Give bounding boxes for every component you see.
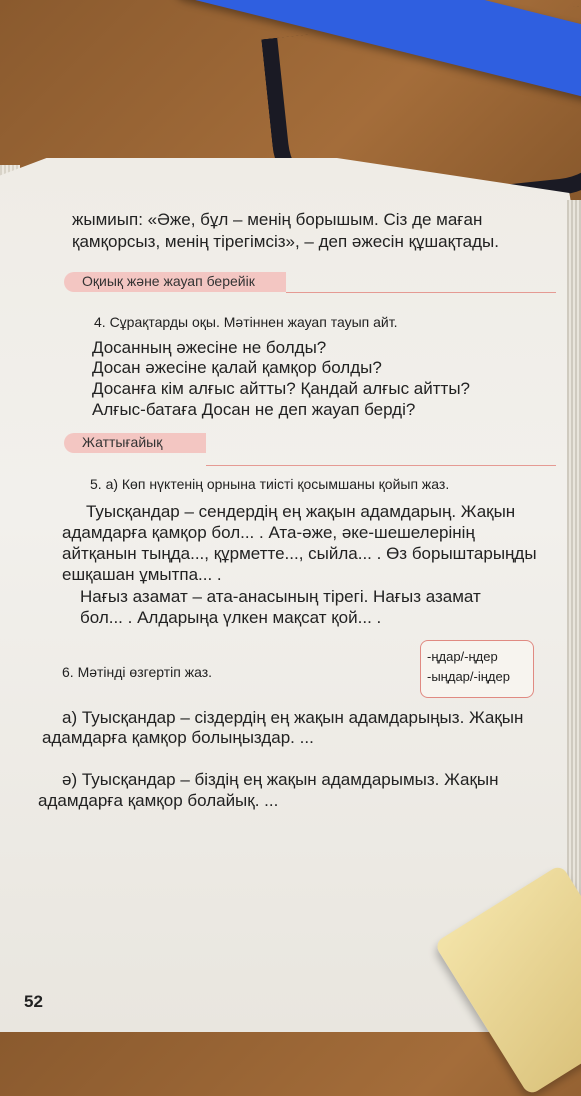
- section-rule: [286, 292, 556, 293]
- task-5: 5. а) Көп нүктенің орнына тиісті қосымшаны қойып жаз.: [90, 476, 450, 492]
- text6a-line: а) Туысқандар – сіздердің ең жақын адамдарыңыз. Жақын: [62, 708, 524, 727]
- section-title: Жаттығайық: [82, 434, 163, 450]
- text5-line: ешқашан ұмытпа... .: [62, 565, 222, 584]
- top-line-2: қамқорсыз, менің тірегімсіз», – деп әжесін құшақтады.: [72, 232, 499, 251]
- task-4: 4. Сұрақтарды оқы. Мәтіннен жауап тауып айт.: [94, 314, 398, 330]
- text6b-line: ә) Туысқандар – біздің ең жақын адамдарымыз. Жақын: [62, 770, 499, 789]
- text5-line: Туысқандар – сендердің ең жақын адамдарың. Жақын: [86, 502, 516, 521]
- section-rule: [206, 465, 556, 466]
- question-1: Досанның әжесіне не болды?: [92, 338, 327, 357]
- text5-line: Нағыз азамат – ата-анасының тірегі. Нағыз азамат: [80, 587, 481, 606]
- section-title: Оқиық және жауап берейік: [82, 273, 255, 289]
- text6a-line: адамдарға қамқор болыңыздар. ...: [42, 728, 314, 747]
- text6b-line: адамдарға қамқор болайық. ...: [38, 791, 279, 810]
- text5-line: айтқанын тыңда..., құрметте..., сыйла... . Өз борыштарыңды: [62, 544, 537, 563]
- question-3: Досанға кім алғыс айтты? Қандай алғыс айтты?: [92, 379, 470, 398]
- task-6: 6. Мәтінді өзгертіп жаз.: [62, 664, 213, 680]
- suffix-2: -ыңдар/-іңдер: [427, 669, 510, 684]
- question-4: Алғыс-батаға Досан не деп жауап берді?: [92, 400, 416, 419]
- suffix-box: [420, 640, 534, 698]
- top-line-1: жымиып: «Әже, бұл – менің борышым. Сіз де маған: [72, 210, 483, 229]
- question-2: Досан әжесіне қалай қамқор болды?: [92, 358, 382, 377]
- suffix-1: -ңдар/-ңдер: [427, 649, 498, 664]
- section-title-band: [64, 433, 206, 453]
- text5-line: бол... . Алдарыңа үлкен мақсат қой... .: [80, 608, 382, 627]
- section-title-band: [64, 272, 286, 292]
- page-number: 52: [24, 992, 43, 1011]
- text5-line: адамдарға қамқор бол... . Ата-әже, әке-шешелерінің: [62, 523, 475, 542]
